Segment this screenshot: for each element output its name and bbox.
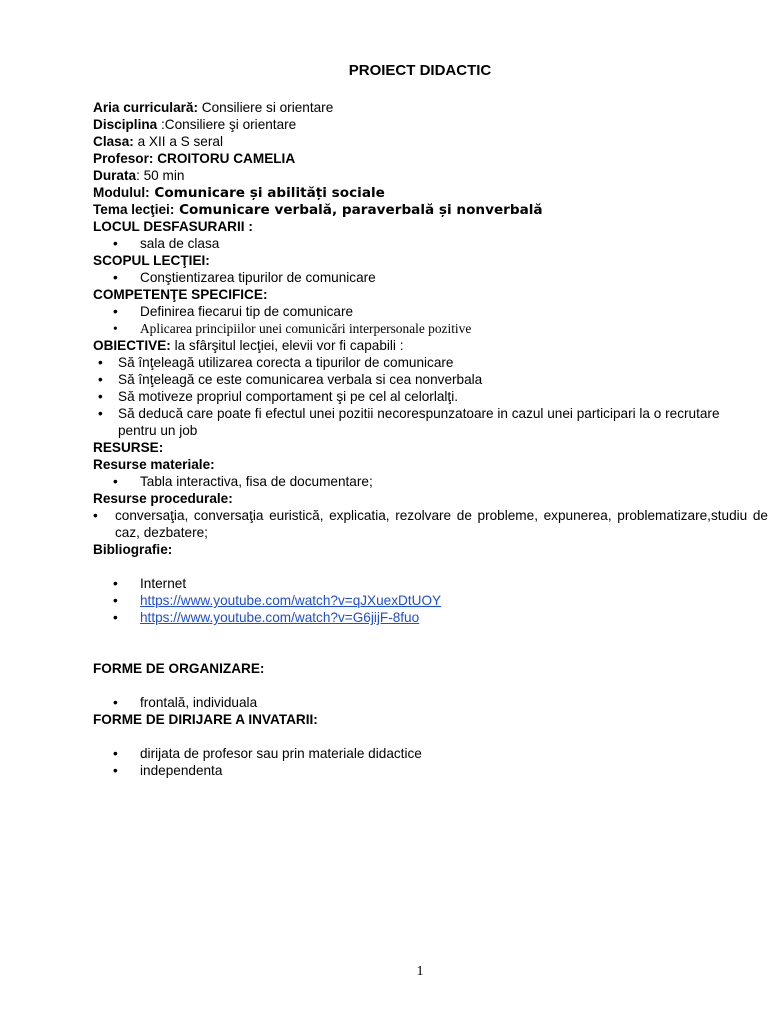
- forme-dirijare-list: [93, 745, 747, 779]
- modulul-line: [93, 184, 747, 201]
- list-item: • Să înţeleagă ce este comunicarea verbala si cea nonverbala: [93, 371, 747, 388]
- obiective-list: [93, 354, 747, 439]
- tema-line: [93, 201, 747, 218]
- locul-heading: LOCUL DESFASURARII :: [93, 219, 253, 234]
- clasa-line: [93, 133, 747, 150]
- list-item: • Internet: [93, 575, 747, 592]
- list-item: • frontală, individuala: [93, 694, 747, 711]
- document-body: [93, 99, 768, 779]
- list-item: • Să deducă care poate fi efectul unei pozitii necorespunzatoare in cazul unei participari la o recrutare pentru un job: [93, 405, 747, 439]
- scopul-list: [93, 269, 747, 286]
- list-item: • independenta: [93, 762, 747, 779]
- bibliografie-heading: Bibliografie:: [93, 542, 173, 557]
- list-item: • Să motiveze propriul comportament şi pe cel al celorlalţi.: [93, 388, 747, 405]
- tema-label: Tema lecţiei:: [93, 202, 175, 217]
- youtube-link-2[interactable]: https://www.youtube.com/watch?v=G6jijF-8fuo: [140, 610, 420, 625]
- aria-label: Aria curriculară:: [93, 100, 199, 115]
- resurse-materiale-heading: Resurse materiale:: [93, 457, 215, 472]
- list-item: • Tabla interactiva, fisa de documentare;: [93, 473, 747, 490]
- document-title: PROIECT DIDACTIC: [348, 62, 492, 79]
- scopul-heading: SCOPUL LECŢIEI:: [93, 253, 210, 268]
- spacer: [93, 677, 747, 694]
- forme-organizare-heading: FORME DE ORGANIZARE:: [93, 661, 265, 676]
- disciplina-line: [93, 116, 747, 133]
- tema-value: Comunicare verbală, paraverbală și nonverbală: [174, 202, 543, 218]
- list-item: • conversaţia, conversaţia euristică, explicatia, rezolvare de probleme, expunerea, problematizare,studiu de caz, dezbatere;: [93, 507, 768, 541]
- list-item: • Conştientizarea tipurilor de comunicare: [93, 269, 747, 286]
- clasa-label: Clasa:: [93, 134, 134, 149]
- list-item: • sala de clasa: [93, 235, 747, 252]
- bibliografie-list: [93, 575, 747, 626]
- list-item: • dirijata de profesor sau prin materiale didactice: [93, 745, 747, 762]
- list-item: • Aplicarea principiilor unei comunicări interpersonale pozitive: [93, 320, 747, 337]
- list-item: [93, 609, 747, 626]
- spacer: [93, 558, 747, 575]
- list-item: [93, 592, 747, 609]
- durata-line: [93, 167, 747, 184]
- obiective-line: [93, 337, 747, 354]
- clasa-value: a XII a S seral: [133, 134, 223, 149]
- page-number: 1: [416, 964, 424, 979]
- list-item: • Să înţeleagă utilizarea corecta a tipurilor de comunicare: [93, 354, 747, 371]
- spacer: [93, 626, 747, 643]
- profesor-line: Profesor: CROITORU CAMELIA: [93, 151, 296, 166]
- forme-dirijare-heading: FORME DE DIRIJARE A INVATARII:: [93, 712, 318, 727]
- modulul-value: Comunicare și abilități sociale: [149, 185, 385, 201]
- forme-organizare-list: [93, 694, 747, 711]
- resurse-materiale-list: [93, 473, 747, 490]
- disciplina-value: :Consiliere şi orientare: [157, 117, 297, 132]
- competente-heading: COMPETENŢE SPECIFICE:: [93, 287, 268, 302]
- modulul-label: Modulul:: [93, 185, 150, 200]
- spacer: [93, 728, 747, 745]
- aria-value: Consiliere si orientare: [198, 100, 334, 115]
- locul-list: [93, 235, 747, 252]
- resurse-procedurale-heading: Resurse procedurale:: [93, 491, 233, 506]
- list-item: • Definirea fiecarui tip de comunicare: [93, 303, 747, 320]
- durata-label: Durata: [93, 168, 137, 183]
- disciplina-label: Disciplina: [93, 117, 158, 132]
- resurse-procedurale-list: [93, 507, 768, 541]
- resurse-heading: RESURSE:: [93, 440, 164, 455]
- competente-list: [93, 303, 747, 337]
- durata-value: : 50 min: [136, 168, 185, 183]
- spacer: [93, 643, 747, 660]
- obiective-value: la sfârşitul lecţiei, elevii vor fi capabili :: [170, 338, 404, 353]
- aria-line: [93, 99, 747, 116]
- youtube-link-1[interactable]: https://www.youtube.com/watch?v=qJXuexDtUOY: [140, 593, 442, 608]
- obiective-label: OBIECTIVE:: [93, 338, 171, 353]
